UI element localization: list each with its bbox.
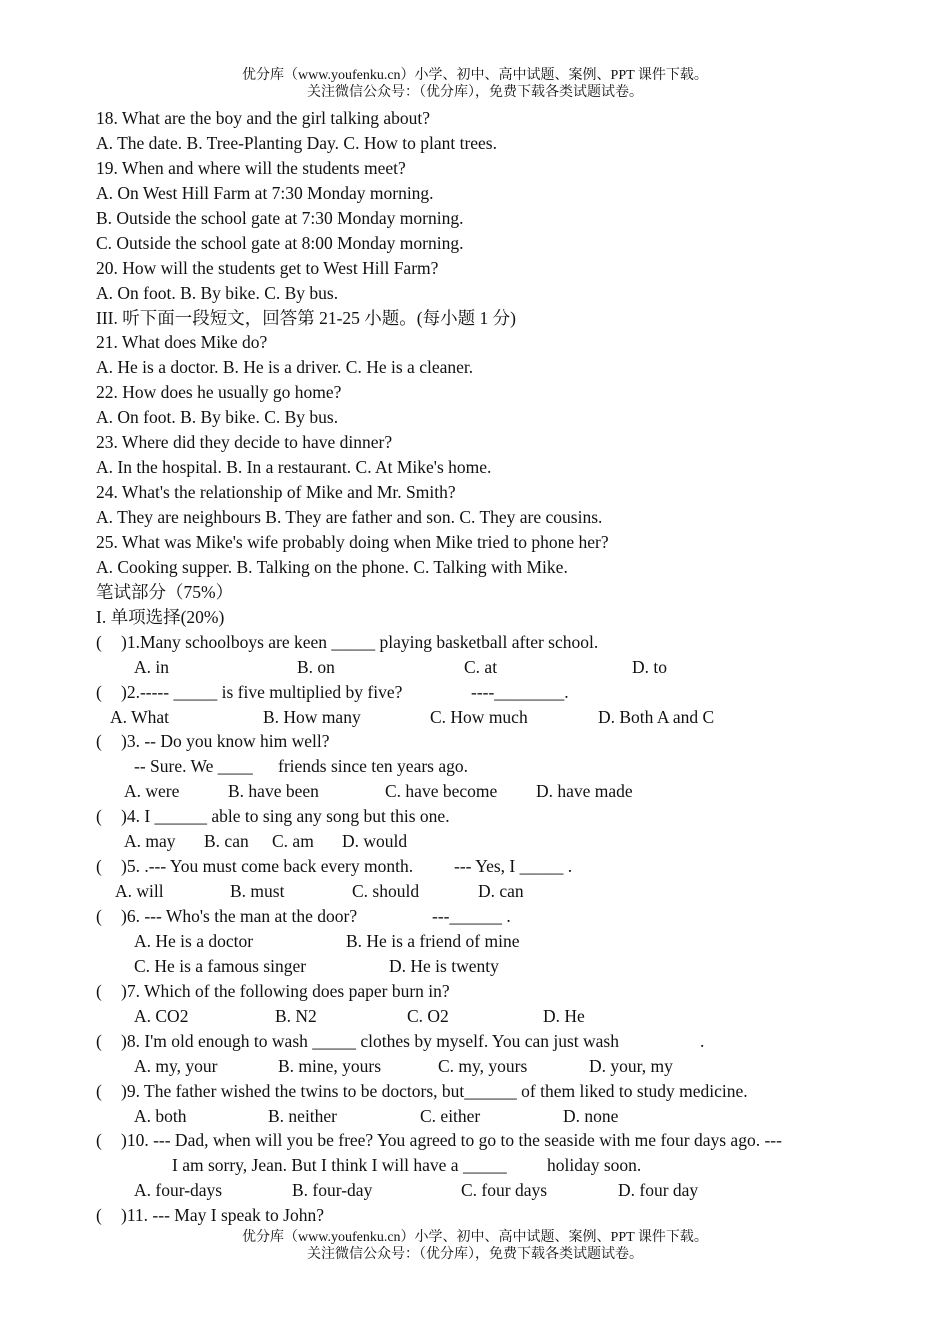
answer-paren: ( [96,1080,102,1101]
question-25-options: A. Cooking supper. B. Talking on the phone. C. Talking with Mike. [96,556,568,577]
question-text: )9. The father wished the twins to be doctors, but______ of them liked to study medicine. [121,1080,748,1101]
mc-question-4-options [96,829,896,854]
option-b: B. He is a friend of mine [346,930,520,951]
question-text: )6. --- Who's the man at the door? [121,906,358,926]
option-a: A. were [124,781,180,802]
option-a: A. will [115,881,164,902]
mc-question-6 [96,904,896,929]
question-23: 23. Where did they decide to have dinner? [96,432,393,453]
question-text: )4. I ______ able to sing any song but this one. [121,806,450,827]
question-text: )5. .--- You must come back every month. [121,856,414,877]
mc-question-6-options-cd [96,954,896,979]
question-21: 21. What does Mike do? [96,332,268,353]
option-c: C. How much [430,706,528,727]
continuation-end: holiday soon. [547,1155,642,1176]
option-d: D. He is twenty [389,955,499,976]
question-19: 19. When and where will the students meet? [96,157,406,178]
mc-question-11 [96,1203,896,1228]
option-d: D. to [632,656,667,677]
option-a: A. four-days [134,1180,223,1201]
option-a: A. CO2 [134,1005,189,1026]
written-part-title: 笔试部分（75%） [96,581,234,602]
question-21-options: A. He is a doctor. B. He is a driver. C. He is a cleaner. [96,357,474,378]
option-b: B. mine, yours [278,1055,382,1076]
option-d: D. can [478,881,524,902]
option-b: B. on [297,656,335,677]
mc-question-5-options [96,879,896,904]
answer-paren: ( [96,906,102,926]
option-c: C. should [352,881,420,902]
question-text: )8. I'm old enough to wash _____ clothes by myself. You can just wash [121,1030,619,1051]
mc-question-2-options [96,705,896,730]
option-c: C. at [464,656,498,677]
question-text: )10. --- Dad, when will you be free? You agreed to go to the seaside with me four days ago. --- [121,1130,782,1151]
option-d: D. four day [618,1180,699,1201]
option-a: A. in [134,656,169,677]
question-text: )1.Many schoolboys are keen _____ playing basketball after school. [121,631,599,652]
option-d: D. none [563,1105,619,1126]
section-3-heading: III. 听下面一段短文，回答第 21-25 小题。(每小题 1 分) [96,307,516,328]
section-1-heading: I. 单项选择(20%) [96,606,225,627]
continuation-start: I am sorry, Jean. But I think I will have a _____ [172,1155,507,1176]
mc-question-10-continued [96,1153,896,1178]
mc-question-3-reply [96,754,896,779]
answer-paren: ( [96,1030,102,1051]
answer-paren: ( [96,856,102,877]
footer-line-2: 关注微信公众号：（优分库），免费下载各类试题试卷。 [307,1247,643,1262]
option-b: B. have been [228,781,319,802]
mc-question-6-options-ab [96,929,896,954]
option-c: C. either [420,1105,481,1126]
mc-question-10 [96,1128,896,1153]
question-19-option-a: A. On West Hill Farm at 7:30 Monday morning. [96,182,434,203]
question-24: 24. What's the relationship of Mike and Mr. Smith? [96,482,456,503]
option-b: B. N2 [275,1005,317,1026]
option-b: B. must [230,881,285,902]
question-22-options: A. On foot. B. By bike. C. By bus. [96,407,339,428]
mc-question-3-options [96,779,896,804]
answer-paren: ( [96,806,102,827]
option-a: A. He is a doctor [134,930,254,951]
mc-question-8 [96,1029,896,1054]
question-25: 25. What was Mike's wife probably doing when Mike tried to phone her? [96,531,609,552]
question-22: 22. How does he usually go home? [96,382,342,403]
reply-start: -- Sure. We ____ [134,756,253,777]
answer-paren: ( [96,980,102,1001]
header-line-1: 优分库（www.youfenku.cn）小学、初中、高中试题、案例、PPT 课件下载。 [242,68,708,83]
option-d: D. have made [536,781,633,802]
option-b: B. How many [263,706,361,727]
option-b: B. neither [268,1105,338,1126]
option-b: B. can [204,831,249,852]
option-a: A. What [110,706,169,727]
option-c: C. four days [461,1180,548,1201]
reply-end: friends since ten years ago. [278,756,468,777]
question-18-options: A. The date. B. Tree-Planting Day. C. How to plant trees. [96,132,497,153]
question-text: )2.----- _____ is five multiplied by five? [121,681,403,702]
answer-paren: ( [96,731,102,752]
question-text: )7. Which of the following does paper burn in? [121,980,450,1001]
option-c: C. O2 [407,1005,449,1026]
option-c: C. am [272,831,314,852]
mc-question-8-options [96,1054,896,1079]
mc-question-3 [96,729,896,754]
option-d: D. Both A and C [598,706,715,727]
mc-question-1-options [96,655,896,680]
option-d: D. would [342,831,408,852]
question-text: )11. --- May I speak to John? [121,1205,324,1226]
mc-question-7 [96,979,896,1004]
mc-question-9-options [96,1104,896,1129]
question-20-options: A. On foot. B. By bike. C. By bus. [96,282,339,303]
mc-question-9 [96,1079,896,1104]
page-footer [0,1229,950,1263]
question-24-options: A. They are neighbours B. They are father and son. C. They are cousins. [96,507,603,527]
option-d: D. He [543,1005,585,1026]
question-reply: ---______ . [432,906,511,926]
mc-question-1 [96,630,896,655]
mc-question-7-options [96,1004,896,1029]
question-text: )3. -- Do you know him well? [121,731,330,752]
answer-paren: ( [96,1205,102,1226]
exam-content [96,106,896,1228]
footer-line-1: 优分库（www.youfenku.cn）小学、初中、高中试题、案例、PPT 课件下载。 [242,1230,708,1245]
mc-question-10-options [96,1178,896,1203]
question-18: 18. What are the boy and the girl talking about? [96,108,431,128]
mc-question-4 [96,804,896,829]
answer-paren: ( [96,1130,102,1151]
question-19-option-b: B. Outside the school gate at 7:30 Monday morning. [96,207,464,228]
option-c: C. He is a famous singer [134,955,307,976]
question-reply: --- Yes, I _____ . [454,856,573,877]
question-23-options: A. In the hospital. B. In a restaurant. C. At Mike's home. [96,457,492,478]
option-d: D. your, my [589,1055,673,1076]
mc-question-2 [96,680,896,705]
answer-paren: ( [96,631,102,652]
option-b: B. four-day [292,1180,373,1201]
option-a: A. may [124,831,176,852]
question-reply: ----________. [471,681,569,702]
header-line-2: 关注微信公众号：（优分库），免费下载各类试题试卷。 [307,85,643,100]
question-19-option-c: C. Outside the school gate at 8:00 Monday morning. [96,232,464,253]
answer-paren: ( [96,681,102,702]
mc-question-5 [96,854,896,879]
option-c: C. my, yours [438,1055,528,1076]
option-c: C. have become [385,781,498,802]
question-end: . [700,1030,705,1051]
option-a: A. my, your [134,1055,218,1076]
option-a: A. both [134,1105,187,1126]
page-header [0,67,950,101]
question-20: 20. How will the students get to West Hill Farm? [96,257,439,278]
